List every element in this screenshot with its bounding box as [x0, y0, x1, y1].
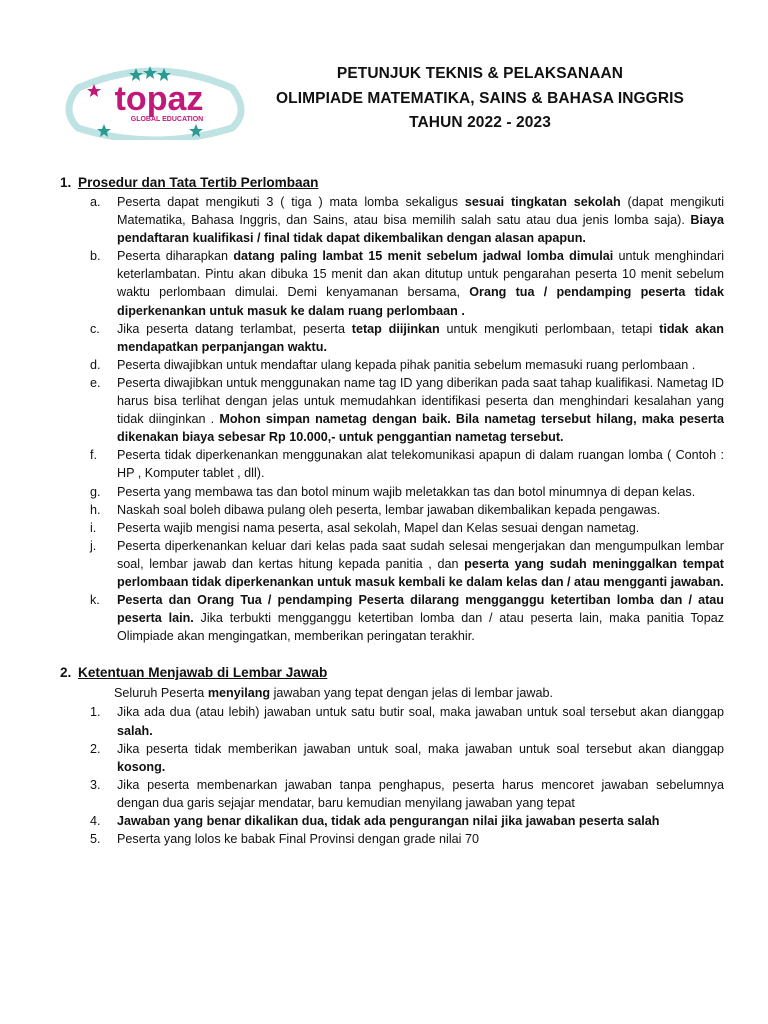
bold-text: Jawaban yang benar dikalikan dua, tidak ada pengurangan nilai jika jawaban peserta salah: [117, 814, 660, 828]
list-marker: g.: [90, 484, 101, 499]
answer-rules-list: [60, 703, 724, 848]
text-run: Peserta diwajibkan untuk menggunakan name tag ID yang diberikan pada saat tahap kualifikasi. Nametag ID harus bisa terlihat dengan jelas untuk memudahkan identifikasi peserta dan menghindari kesalahan yang tidak diinginkan .: [117, 375, 724, 427]
section-title: Ketentuan Menjawab di Lembar Jawab: [78, 665, 328, 681]
list-marker: k.: [90, 593, 100, 608]
text-run: Jika peserta datang terlambat, peserta: [117, 321, 352, 336]
section-answer-rules: [60, 663, 724, 848]
text-run: jawaban yang tepat dengan jelas di lembar jawab.: [270, 686, 553, 701]
list-marker: h.: [90, 502, 101, 517]
list-marker: 5.: [90, 832, 101, 847]
bold-text: Orang tua / pendamping peserta tidak diperkenankan untuk masuk ke dalam ruang perlombaan .: [117, 285, 725, 318]
bold-text: datang paling lambat 15 menit sebelum jadwal lomba dimulai: [233, 249, 614, 264]
text-run: Peserta diharapkan: [117, 249, 234, 264]
section-number: 2.: [60, 665, 72, 681]
text-run: untuk mengikuti perlombaan, tetapi: [439, 321, 660, 336]
text-run: Peserta wajib mengisi nama peserta, asal sekolah, Mapel dan Kelas sesuai dengan nametag.: [117, 520, 640, 535]
text-run: (dapat mengikuti Matematika, Bahasa Inggris, dan Sains, atau bisa memilih salah satu atau dua jenis lomba saja).: [117, 195, 724, 228]
list-marker: c.: [90, 321, 100, 336]
section-title: Prosedur dan Tata Tertib Perlombaan: [78, 175, 319, 190]
list-item: [60, 519, 724, 537]
section-heading: [60, 663, 724, 683]
list-item: [60, 830, 724, 848]
text-run: Peserta diperkenankan keluar dari kelas pada saat sudah selesai mengerjakan dan mengumpulkan lembar soal, lembar jawab dan kertas hitung kepada panitia , dan: [117, 538, 724, 571]
list-marker: i.: [90, 520, 97, 535]
list-item: [60, 591, 724, 645]
list-marker: j.: [90, 538, 97, 553]
section-procedure: [60, 173, 724, 645]
list-item: [60, 446, 724, 482]
list-item: [60, 356, 724, 374]
text-run: Peserta yang lolos ke babak Final Provinsi dengan grade nilai 70: [117, 832, 479, 847]
document-body: [60, 173, 724, 848]
topaz-logo: [64, 60, 246, 140]
bold-text: Mohon simpan nametag dengan baik. Bila nametag tersebut hilang, maka peserta dikenakan biaya sebesar Rp 10.000,- untuk penggantian nametag tersebut.: [117, 412, 724, 445]
list-item: [60, 812, 724, 830]
list-marker: b.: [90, 249, 101, 264]
text-run: Peserta tidak diperkenankan menggunakan alat telekomunikasi apapun di dalam ruangan lomba ( Contoh : HP , Komputer tablet , dll).: [117, 448, 724, 481]
list-item: [60, 740, 724, 776]
list-item: [60, 247, 724, 319]
bold-text: tetap diijinkan: [351, 321, 440, 336]
text-run: Jika ada dua (atau lebih) jawaban untuk satu butir soal, maka jawaban untuk soal tersebut akan dianggap: [117, 705, 724, 720]
list-marker: 1.: [90, 705, 101, 720]
text-run: Jika terbukti mengganggu ketertiban lomba dan / atau peserta lain, maka panitia Topaz Olimpiade akan mengingatkan, memberikan peringatan terakhir.: [117, 611, 724, 644]
list-marker: 3.: [90, 777, 101, 792]
list-marker: 2.: [90, 741, 101, 756]
title-line-2: OLIMPIADE MATEMATIKA, SAINS & BAHASA INGGRIS: [276, 89, 684, 107]
bold-text: tidak akan mendapatkan perpanjangan waktu.: [117, 321, 724, 354]
text-run: Jika peserta membenarkan jawaban tanpa penghapus, peserta harus mencoret jawaban sebelumnya dengan dua garis sejajar mendatar, baru kemudian menyilang jawaban yang tepat: [117, 777, 724, 810]
text-run: Seluruh Peserta: [114, 686, 208, 701]
list-item: [60, 537, 724, 591]
list-marker: d.: [90, 357, 101, 372]
list-item: [60, 703, 724, 739]
list-item: [60, 374, 724, 446]
list-item: [60, 776, 724, 812]
procedure-list: [60, 193, 724, 645]
list-item: [60, 483, 724, 501]
section-heading: [60, 173, 724, 193]
bold-text: sesuai tingkatan sekolah: [464, 195, 621, 209]
list-item: [60, 193, 724, 247]
bold-text: kosong.: [117, 759, 166, 774]
section-intro: [60, 684, 724, 702]
logo-brand: topaz: [114, 80, 204, 118]
list-item: [60, 320, 724, 356]
text-run: Naskah soal boleh dibawa pulang oleh peserta, lembar jawaban dikembalikan kepada pengawas.: [117, 502, 661, 517]
text-run: Peserta diwajibkan untuk mendaftar ulang kepada pihak panitia sebelum memasuki ruang perlombaan .: [117, 357, 696, 372]
list-marker: f.: [90, 448, 97, 463]
bold-text: peserta yang sudah meninggalkan tempat perlombaan tidak diperkenankan untuk masuk kembali ke dalam kelas dan / atau mengganti jawaban.: [117, 556, 724, 589]
bold-text: Peserta dan Orang Tua / pendamping Peserta dilarang mengganggu ketertiban lomba dan / atau peserta lain.: [117, 593, 724, 626]
title-line-1: PETUNJUK TEKNIS & PELAKSANAAN: [336, 65, 624, 82]
list-marker: e.: [90, 375, 101, 390]
bold-text: salah.: [117, 723, 153, 738]
text-run: untuk menghindari keterlambatan. Pintu akan dibuka 15 menit dan akan ditutup untuk pengarahan peserta 10 menit sebelum waktu perlombaan dimulai. Demi kenyamanan bersama,: [117, 249, 724, 300]
document-title: [250, 62, 710, 136]
list-item: [60, 501, 724, 519]
bold-text: Biaya pendaftaran kualifikasi / final tidak dapat dikembalikan dengan alasan apapun.: [117, 213, 724, 246]
title-line-3: TAHUN 2022 - 2023: [409, 114, 551, 131]
document-header: [0, 0, 768, 150]
text-run: Peserta yang membawa tas dan botol minum wajib meletakkan tas dan botol minumnya di depan kelas.: [117, 484, 696, 499]
list-marker: a.: [90, 195, 101, 209]
text-run: Jika peserta tidak memberikan jawaban untuk soal, maka jawaban untuk soal tersebut akan dianggap: [117, 741, 724, 756]
list-marker: 4.: [90, 814, 101, 828]
section-number: 1.: [60, 175, 72, 190]
logo-tagline: GLOBAL EDUCATION: [130, 116, 204, 123]
bold-text: menyilang: [207, 686, 271, 701]
text-run: Peserta dapat mengikuti 3 ( tiga ) mata lomba sekaligus: [117, 195, 465, 209]
